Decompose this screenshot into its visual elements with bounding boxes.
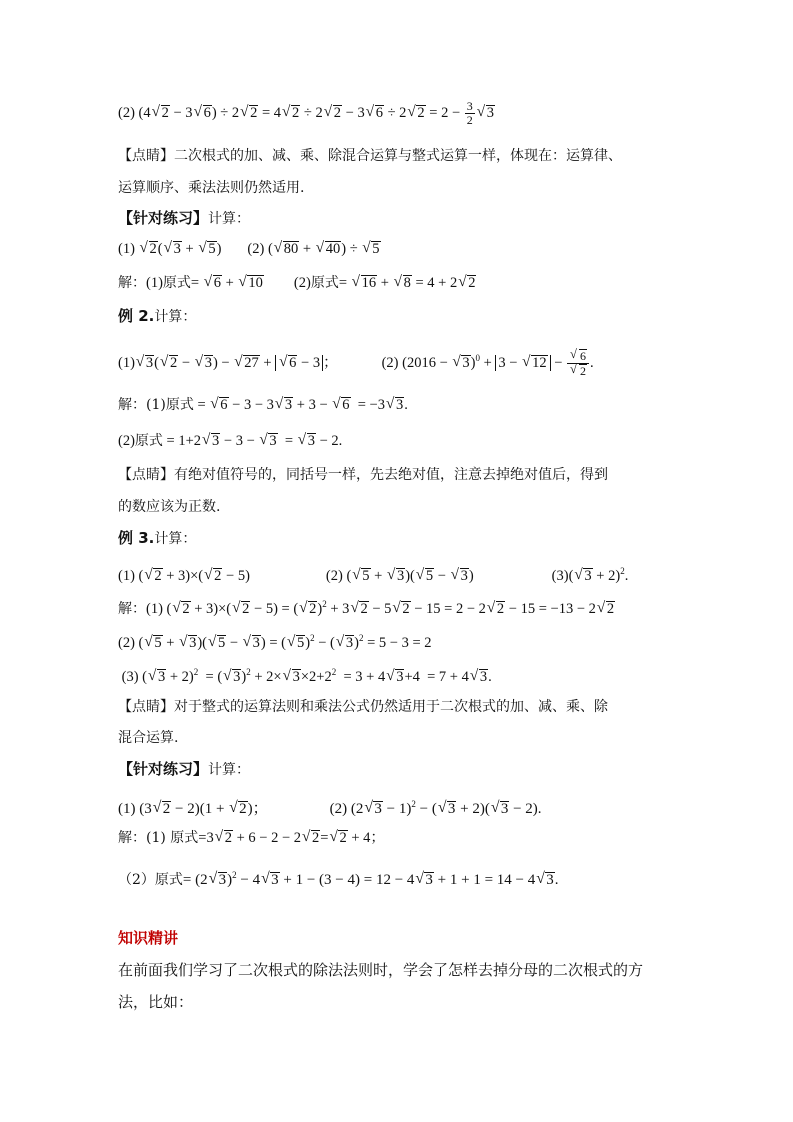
section-title: 知识精讲 xyxy=(118,929,179,947)
practice-2-answer-2: （2）原式= (2√ 3)$^2$ − 4√ 3 + 1 − (3 − 4) = 12 − 4√ 3 + 1 + 1 = 14 − 4√ 3. xyxy=(118,865,559,890)
tip-3-line-2: 混合运算. xyxy=(118,730,179,746)
example-2-answer-1: 解：(1)原式 = √ 6 − 3 − 3√ 3 + 3 − √ 6 = −3√ 3. xyxy=(118,395,408,415)
practice-1-problems: (1) √ 2(√ 3 + √ 5) (2) (√ 80 + √ 40) ÷ √ 5 xyxy=(118,239,381,259)
example-2-heading: 例 2.计算： xyxy=(118,307,197,325)
intro-line-1: 在前面我们学习了二次根式的除法法则时，学会了怎样去掉分母的二次根式的方 xyxy=(118,961,644,979)
example-2-problems: (1)√ 3(√ 2 − √ 3) − √ 27 + √ 6 − 3 ； (2) (2016 − √ 3)$^0$ + 3 − √ 12 − √ 6 √ 2 . xyxy=(118,348,594,378)
practice-2-heading: 【针对练习】计算： xyxy=(118,760,251,778)
intro-line-2: 法，比如： xyxy=(118,993,194,1011)
example-3-heading: 例 3.计算： xyxy=(118,529,197,547)
example-3-problems: (1) (√ 2 + 3)×(√ 2 − 5) (2) (√ 5 + √ 3)(√ 5 − √ 3) (3)(√ 3 + 2)$^2$. xyxy=(118,561,628,586)
example-3-answer-3: (3) (√ 3 + 2)$^2$ = (√ 3)$^2$ + 2×√ $3\times 2+2^2 = 3 + 4√$ 3+4 = 7 + 4√ 3. xyxy=(118,662,492,687)
practice-1-heading: 【针对练习】计算： xyxy=(118,209,251,227)
practice-2-problems: (1) (3√ 2 − 2)(1 + √ 2)； (2) (2√ 3 − 1)$^2$ − (√ 3 + 2)(√ 3 − 2). xyxy=(118,794,542,819)
example-3-answer-2: (2) (√ 5 + √ 3)(√ 5 − √ 3) = (√ 5)$^2$ − (√ 3)$^2$ = 5 − 3 = 2 xyxy=(118,628,432,653)
tip-1-line-2: 运算顺序、乘法法则仍然适用. xyxy=(118,180,305,196)
example-1-part-2-solution: (2) (4√ 2 − 3√ 6) ÷ 2√ 2 = 4√ 2 ÷ 2√ 2 − 3√ 6 ÷ 2√ 2 = 2 − $\frac{3}{2}$ √ 3 xyxy=(118,100,495,127)
example-3-answer-1: 解：(1) (√ 2 + 3)×(√ 2 − 5) = (√ 2)$^2$ + 3√ 2 − 5√ 2 − 15 = 2 − 2√ 2 − 15 = −13 − 2√ 2 xyxy=(118,594,615,619)
practice-1-answers: 解：(1)原式= √ 6 + √ 10 (2)原式= √ 16 + √ 8 = 4 + 2√ 2 xyxy=(118,273,476,293)
example-2-answer-2: (2)原式 = 1+2√ 3 − 3 − √ 3 = √ 3 − 2. xyxy=(118,431,342,451)
tip-3-line-1: 【点睛】对于整式的运算法则和乘法公式仍然适用于二次根式的加、减、乘、除 xyxy=(118,699,608,715)
tip-2-line-1: 【点睛】有绝对值符号的，同括号一样，先去绝对值，注意去掉绝对值后，得到 xyxy=(118,467,608,483)
practice-2-answer-1: 解：(1) 原式=3√ 2 + 6 − 2 − 2√ 2=√ 2 + 4； xyxy=(118,828,385,848)
tip-1-line-1: 【点睛】二次根式的加、减、乘、除混合运算与整式运算一样，体现在：运算律、 xyxy=(118,148,622,164)
tip-2-line-2: 的数应该为正数. xyxy=(118,499,221,515)
